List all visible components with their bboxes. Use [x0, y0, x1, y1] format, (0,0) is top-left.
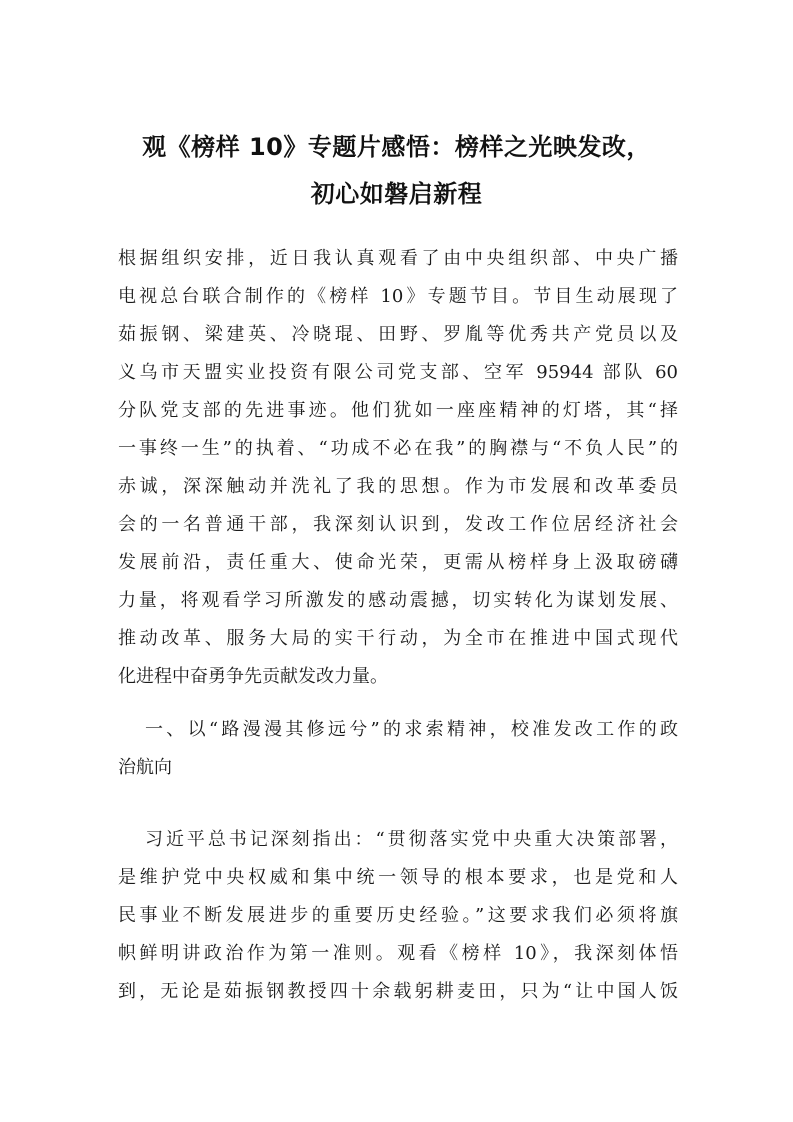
body-text-line: 一事终一生”的执着、“功成不必在我”的胸襟与“不负人民”的: [118, 438, 678, 459]
body-text-line: 习近平总书记深刻指出：“贯彻落实党中央重大决策部署，: [145, 829, 678, 850]
body-text-line: 是维护党中央权威和集中统一领导的根本要求，也是党和人: [118, 867, 678, 888]
body-text-line: 发展前沿，责任重大、使命光荣，更需从榜样身上汲取磅礴: [118, 552, 678, 573]
body-text-line: 会的一名普通干部，我深刻认识到，发改工作位居经济社会: [118, 514, 678, 535]
body-text-line: 帜鲜明讲政治作为第一准则。观看《榜样 10》，我深刻体悟: [118, 943, 678, 964]
body-text-line: 根据组织安排，近日我认真观看了由中央组织部、中央广播: [118, 248, 678, 269]
body-text-line: 电视总台联合制作的《榜样 10》专题节目。节目生动展现了: [118, 286, 678, 307]
body-text-line: 推动改革、服务大局的实干行动，为全市在推进中国式现代: [118, 628, 678, 649]
body-text-line: 赤诚，深深触动并洗礼了我的思想。作为市发展和改革委员: [118, 476, 678, 497]
section-heading-line: 一、以“路漫漫其修远兮”的求索精神，校准发改工作的政: [145, 719, 678, 740]
body-text-line: 民事业不断发展进步的重要历史经验。”这要求我们必须将旗: [118, 905, 678, 926]
body-text-line: 化进程中奋勇争先贡献发改力量。: [118, 666, 388, 687]
body-text-line: 力量，将观看学习所激发的感动震撼，切实转化为谋划发展、: [118, 590, 678, 611]
body-text-line: 分队党支部的先进事迹。他们犹如一座座精神的灯塔，其“择: [118, 400, 678, 421]
section-heading-line: 治航向: [118, 757, 172, 778]
body-text-line: 义乌市天盟实业投资有限公司党支部、空军 95944 部队 60: [118, 362, 678, 383]
document-title-line-1: 观《榜样 10》专题片感悟：榜样之光映发改，: [142, 133, 651, 161]
document-title-line-2: 初心如磐启新程: [310, 180, 483, 208]
body-text-line: 茹振钢、梁建英、冷晓琨、田野、罗胤等优秀共产党员以及: [118, 324, 678, 345]
body-text-line: 到，无论是茹振钢教授四十余载躬耕麦田，只为“让中国人饭: [118, 981, 678, 1002]
